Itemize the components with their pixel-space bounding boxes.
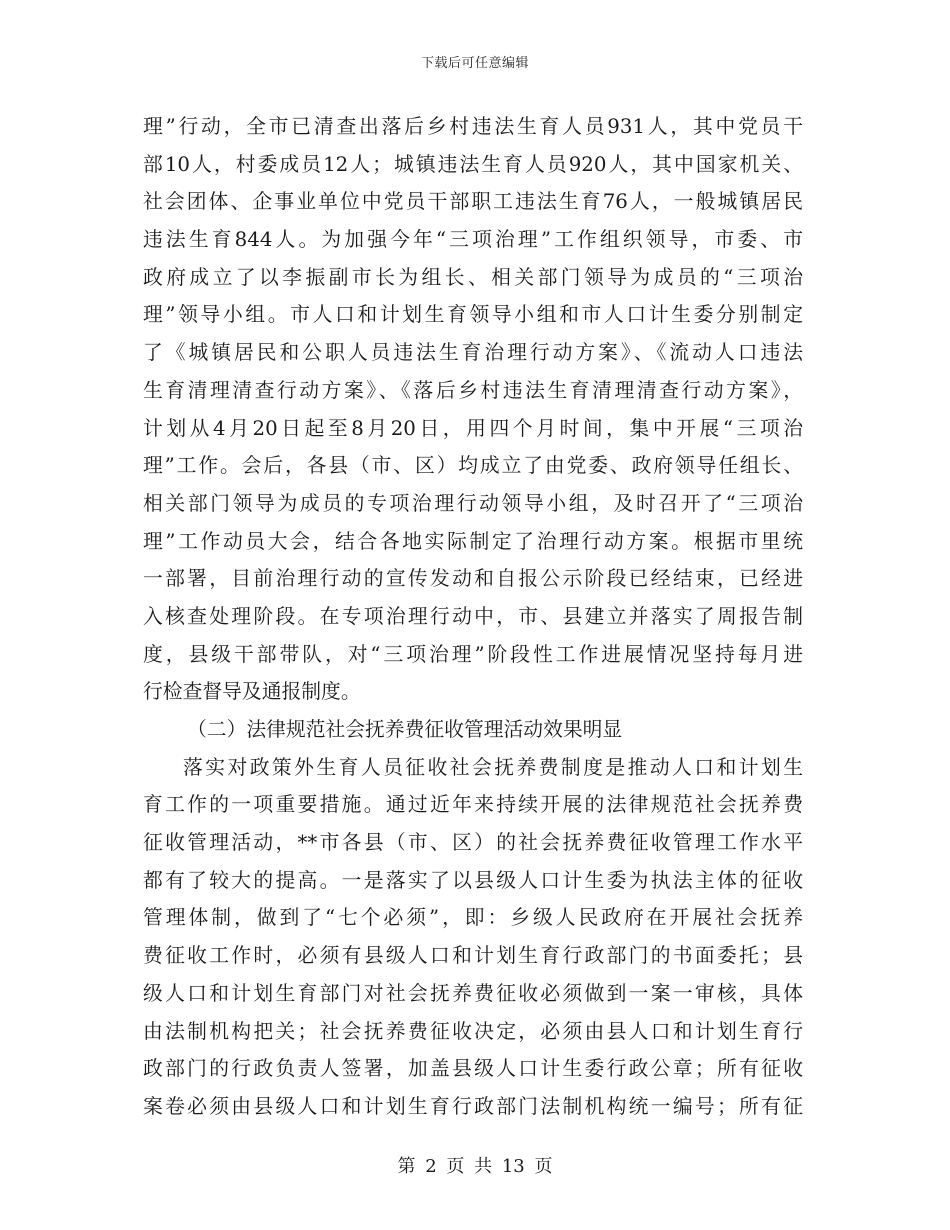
- text-line: 征收管理活动，**市各县（市、区）的社会抚养费征收管理工作水平: [143, 831, 803, 855]
- text-line: 部10人，村委成员12人；城镇违法生育人员920人，其中国家机关、: [143, 152, 803, 176]
- text-line: 了《城镇居民和公职人员违法生育治理行动方案》、《流动人口违法: [143, 341, 803, 365]
- text-line: 理”行动，全市已清查出落后乡村违法生育人员931人，其中党员干: [143, 115, 803, 138]
- text-line: 案卷必须由县级人口和计划生育行政部门法制机构统一编号；所有征: [143, 1094, 803, 1118]
- text-line: 一部署，目前治理行动的宣传发动和自报公示阶段已经结束，已经进: [143, 567, 803, 591]
- text-line: 政部门的行政负责人签署，加盖县级人口计生委行政公章；所有征收: [143, 1057, 803, 1081]
- text-line: 理”领导小组。市人口和计划生育领导小组和市人口计生委分别制定: [143, 303, 803, 327]
- text-line: 级人口和计划生育部门对社会抚养费征收必须做到一案一审核，具体: [143, 981, 803, 1005]
- text-line: 理”工作动员大会，结合各地实际制定了治理行动方案。根据市里统: [143, 529, 803, 553]
- text-line: 育工作的一项重要措施。通过近年来持续开展的法律规范社会抚养费: [143, 793, 803, 817]
- text-line: 理”工作。会后，各县（市、区）均成立了由党委、政府领导任组长、: [143, 454, 803, 478]
- text-line: 相关部门领导为成员的专项治理行动领导小组，及时召开了“三项治: [143, 491, 803, 515]
- text-line: 违法生育844人。为加强今年“三项治理”工作组织领导，市委、市: [143, 228, 803, 252]
- text-line: 由法制机构把关；社会抚养费征收决定，必须由县人口和计划生育行: [143, 1019, 803, 1043]
- page-header: 下载后可任意编辑: [420, 56, 529, 71]
- text-line: 生育清理清查行动方案》、《落后乡村违法生育清理清查行动方案》，: [143, 378, 803, 402]
- text-line: 入核查处理阶段。在专项治理行动中，市、县建立并落实了周报告制: [143, 604, 803, 628]
- document-body: [143, 108, 803, 1126]
- text-line: 费征收工作时，必须有县级人口和计划生育行政部门的书面委托；县: [143, 944, 803, 968]
- text-line: 政府成立了以李振副市长为组长、相关部门领导为成员的“三项治: [143, 265, 803, 289]
- text-line: 行检查督导及通报制度。: [143, 680, 361, 704]
- text-line: 社会团体、企事业单位中党员干部职工违法生育76人，一般城镇居民: [143, 190, 803, 214]
- text-line: 管理体制，做到了“七个必须”，即：乡级人民政府在开展社会抚养: [143, 906, 803, 930]
- text-line: 计划从4月20日起至8月20日，用四个月时间，集中开展“三项治: [143, 416, 803, 440]
- text-line: 落实对政策外生育人员征收社会抚养费制度是推动人口和计划生: [183, 755, 803, 779]
- text-line: 都有了较大的提高。一是落实了以县级人口计生委为执法主体的征收: [143, 868, 803, 892]
- text-line: 度，县级干部带队，对“三项治理”阶段性工作进展情况坚持每月进: [143, 642, 803, 666]
- section-heading: （二）法律规范社会抚养费征收管理活动效果明显: [187, 718, 623, 741]
- page-number-footer: 第 2 页 共 13 页: [397, 1156, 553, 1177]
